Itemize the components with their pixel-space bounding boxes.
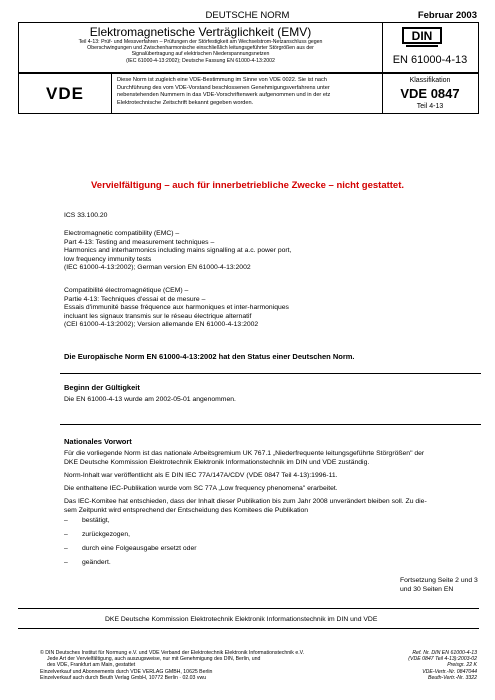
footer-line: Jede Art der Vervielfältigung, auch auszugsweise, nur mit Genehmigung des DIN, Berlin, und [47, 656, 261, 663]
divider [60, 373, 481, 374]
classification-number: VDE 0847 [400, 86, 460, 101]
list-item [64, 517, 110, 524]
list-item [64, 531, 130, 538]
list-dash: – [64, 545, 68, 552]
validity-text: Die EN 61000-4-13 wurde am 2002-05-01 angenommen. [64, 396, 236, 403]
subtitle-line: Signalübertragung auf elektrischen Niederspannungsnetzen [131, 51, 270, 58]
french-title [64, 287, 464, 330]
english-line: Harmonics and interharmonics including mains signalling at a.c. power port, [64, 247, 292, 255]
list-dash: – [64, 531, 68, 538]
document-subtitle [23, 39, 378, 64]
din-logo: DIN [402, 27, 442, 44]
vde-notice-line: Elektrotechnische Zeitschrift bekannt gegeben worden. [117, 99, 254, 106]
french-line: (CEI 61000-4-13:2002); Version allemande EN 61000-4-13:2002 [64, 321, 259, 329]
french-line: Partie 4-13: Techniques d'essai et de mesure – [64, 295, 206, 303]
footer-ref-line: Ref. Nr. DIN EN 61000-4-13 [412, 650, 477, 656]
french-line: Essais d'immunité basse fréquence aux harmoniques et inter-harmoniques [64, 304, 289, 312]
foreword-line: Für die vorliegende Norm ist das nationale Arbeitsgremium UK 767.1 „Niederfrequente leitungsgeführte Störgrößen" der [64, 450, 425, 457]
divider [18, 628, 479, 629]
continuation-line: und 30 Seiten EN [400, 585, 454, 593]
list-item [64, 559, 111, 566]
vde-notice-line: Durchführung des vom VDE-Vorstand beschlossenen Genehmigungsverfahrens unter [117, 84, 330, 91]
foreword-paragraph: Norm-Inhalt war veröffentlicht als E DIN IEC 77A/147A/CDV (VDE 0847 Teil 4-13):1996-11. [64, 472, 338, 479]
footer-ref-line: (VDE 0847 Teil 4-13):2003-02 [408, 656, 477, 663]
foreword-heading: Nationales Vorwort [64, 437, 132, 446]
list-dash: – [64, 517, 68, 524]
french-line: incluant les signaux transmis sur le réseau électrique alternatif [64, 312, 252, 320]
vde-notice-line: Diese Norm ist zugleich eine VDE-Bestimmung im Sinne von VDE 0022. Sie ist nach [117, 77, 327, 83]
vde-notice [111, 74, 383, 113]
foreword-line: Das IEC-Komitee hat entschieden, dass der Inhalt dieser Publikation bis zum Jahr 2008 unverändert bleiben soll. Zu die- [64, 498, 427, 505]
footer-line: Einzelverkauf auch durch Beuth Verlag GmbH, 10772 Berlin · 02.03 vwu [40, 674, 207, 681]
title-box [18, 22, 479, 73]
footer-line: des VDE, Frankfurt am Main, gestattet [47, 662, 136, 669]
vde-box [18, 73, 479, 114]
title-area [19, 23, 383, 72]
list-item [64, 545, 197, 552]
foreword-paragraph [64, 498, 482, 515]
list-item-text: geändert. [82, 559, 111, 566]
classification-part: Teil 4-13 [416, 103, 444, 110]
subtitle-line: Teil 4-13: Prüf- und Messverfahren – Prüfungen der Störfestigkeit am Wechselstrom-Netzanschluss gegen [78, 39, 323, 45]
footer-ref-line: Preisgr. 22 K [447, 662, 477, 669]
continuation-note [400, 577, 490, 594]
issue-date: Februar 2003 [417, 10, 477, 21]
footer-line: Einzelverkauf und Abonnements durch VDE VERLAG GMBH, 10625 Berlin [40, 668, 213, 675]
english-line: (IEC 61000-4-13:2002); German version EN 61000-4-13:2002 [64, 264, 251, 272]
copy-warning: Vervielfältigung – auch für innerbetriebliche Zwecke – nicht gestattet. [90, 180, 405, 191]
list-item-text: bestätigt, [82, 517, 110, 524]
document-title: Elektromagnetische Verträglichkeit (EMV) [89, 25, 312, 39]
list-item-text: durch eine Folgeausgabe ersetzt oder [82, 545, 197, 552]
english-line: Electromagnetic compatibility (EMC) – [64, 230, 180, 237]
continuation-line: Fortsetzung Seite 2 und 3 [400, 577, 478, 584]
footer-line: © DIN Deutsches Institut für Normung e.V. und VDE Verband der Elektrotechnik Elektronik Informationstechnik e.V. [40, 650, 305, 656]
list-item-text: zurückgezogen, [82, 531, 130, 538]
subtitle-line: (IEC 61000-4-13:2002); Deutsche Fassung EN 61000-4-13:2002 [126, 57, 275, 64]
norm-type-label: DEUTSCHE NORM [205, 10, 290, 21]
english-line: low frequency immunity tests [64, 255, 152, 263]
footer-reference [357, 650, 477, 681]
validity-heading: Beginn der Gültigkeit [64, 383, 140, 392]
foreword-line: sem Zeitpunkt wird entsprechend der Entscheidung des Komitees die Publikation [64, 506, 309, 514]
status-statement: Die Europäische Norm EN 61000-4-13:2002 hat den Status einer Deutschen Norm. [64, 352, 355, 361]
ics-code: ICS 33.100.20 [64, 212, 108, 219]
footer-ref-line: VDE-Vertr.-Nr. 0847044 [422, 668, 477, 675]
vde-logo: VDE [19, 74, 112, 113]
french-line: Compatibilité électromagnétique (CEM) – [64, 287, 189, 294]
list-dash: – [64, 559, 68, 566]
foreword-paragraph [64, 450, 482, 467]
footer-ref-line: Beuth-Vertr.-Nr. 3322 [427, 674, 477, 681]
classification-label: Klassifikation [409, 77, 451, 84]
english-title [64, 230, 464, 273]
foreword-line: DKE Deutsche Kommission Elektrotechnik Elektronik Informationstechnik im DIN und VDE zuständig. [64, 458, 370, 466]
divider [18, 608, 479, 609]
dke-line: DKE Deutsche Kommission Elektrotechnik Elektronik Informationstechnik im DIN und VDE [105, 616, 378, 623]
english-line: Part 4-13: Testing and measurement techniques – [64, 238, 215, 246]
vde-notice-line: nebenstehenden Nummern in das VDE-Vorschriftenwerk aufgenommen und in der etz [117, 92, 331, 99]
din-standard-number: EN 61000-4-13 [392, 54, 468, 66]
foreword-paragraph: Die enthaltene IEC-Publikation wurde vom SC 77A „Low frequency phenomena" erarbeitet. [64, 485, 338, 492]
divider [60, 424, 481, 425]
footer-copyright [40, 650, 340, 681]
subtitle-line: Oberschwingungen und Zwischenharmonische einschließlich leitungsgeführter Störgrößen aus der [87, 45, 314, 52]
